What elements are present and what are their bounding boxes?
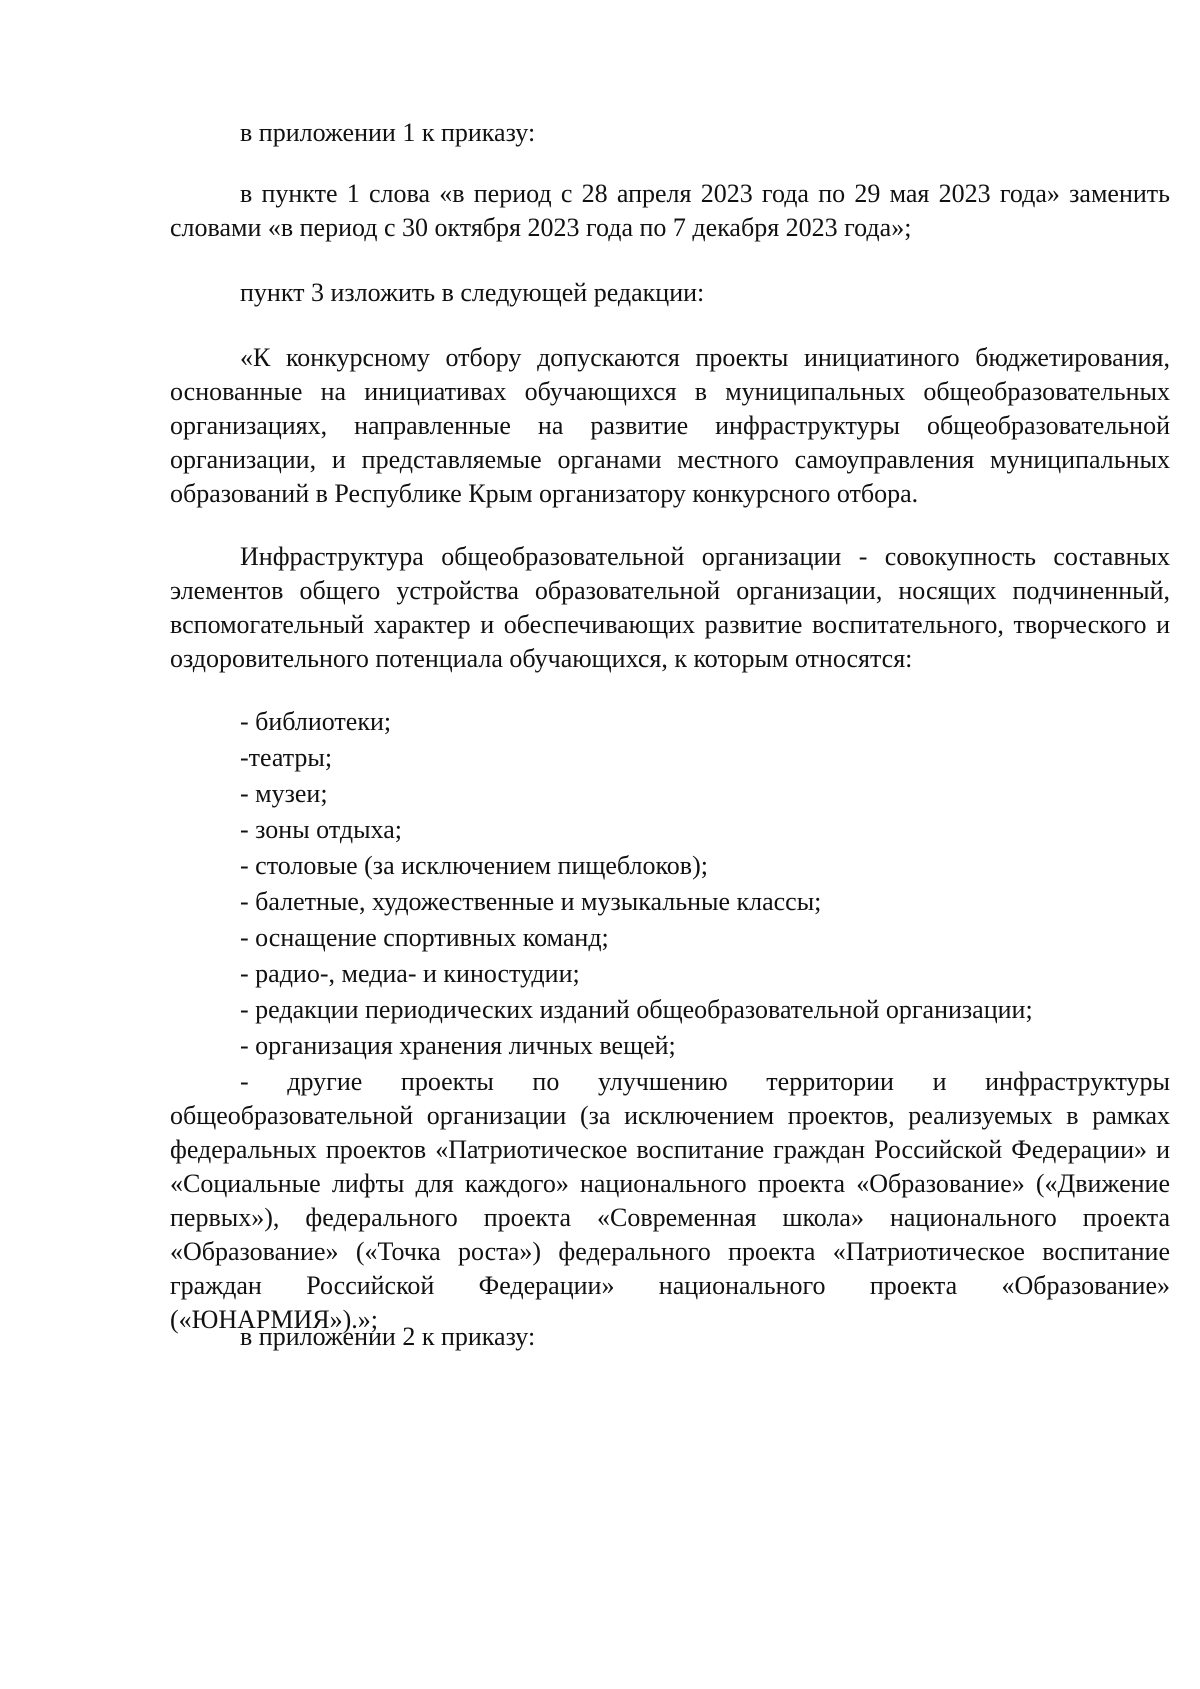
paragraph-appendix-2-heading: в приложении 2 к приказу:	[240, 1322, 536, 1351]
paragraph-period-change: в пункте 1 слова «в период с 28 апреля 2023 года по 29 мая 2023 года» заменить словами «в период с 30 октября 2023 года по 7 декабря 2023 года»;	[170, 179, 1170, 242]
paragraph-other-projects: - другие проекты по улучшению территории и инфраструктуры общеобразовательной организации (за исключением проектов, реализуемых в рамках федеральных проектов «Патриотическое воспитание граждан Российской Федерации» и «Социальные лифты для каждого» национального проекта «Образование» («Движение первых»), федерального проекта «Современная школа» национального проекта «Образование» («Точка роста») федерального проекта «Патриотическое воспитание граждан Российской Федерации» национального проекта «Образование» («ЮНАРМИЯ»).»;	[170, 1067, 1170, 1334]
list-item: - оснащение спортивных команд;	[240, 923, 609, 952]
list-item: - организация хранения личных вещей;	[240, 1031, 676, 1060]
paragraph-appendix-1-heading: в приложении 1 к приказу:	[240, 118, 536, 147]
paragraph-point-3-heading: пункт 3 изложить в следующей редакции:	[240, 278, 705, 307]
list-item: - библиотеки;	[240, 707, 392, 736]
list-item: - зоны отдыха;	[240, 815, 402, 844]
paragraph-selection-eligibility: «К конкурсному отбору допускаются проекты инициатиного бюджетирования, основанные на инициативах обучающихся в муниципальных общеобразовательных организациях, направленные на развитие инфраструктуры общеобразовательной организации, и представляемые органами местного самоуправления муниципальных образований в Республике Крым организатору конкурсного отбора.	[170, 343, 1170, 508]
list-item: - балетные, художественные и музыкальные классы;	[240, 887, 822, 916]
list-item: -театры;	[240, 743, 333, 772]
list-item: - радио-, медиа- и киностудии;	[240, 959, 580, 988]
list-item: - столовые (за исключением пищеблоков);	[240, 851, 708, 880]
list-item: - музеи;	[240, 779, 328, 808]
infrastructure-list	[240, 705, 1170, 1065]
paragraph-infrastructure-definition: Инфраструктура общеобразовательной организации - совокупность составных элементов общего устройства образовательной организации, носящих подчиненный, вспомогательный характер и обеспечивающих развитие воспитательного, творческого и оздоровительного потенциала обучающихся, к которым относятся:	[170, 542, 1170, 673]
list-item: - редакции периодических изданий общеобразовательной организации;	[240, 995, 1033, 1024]
